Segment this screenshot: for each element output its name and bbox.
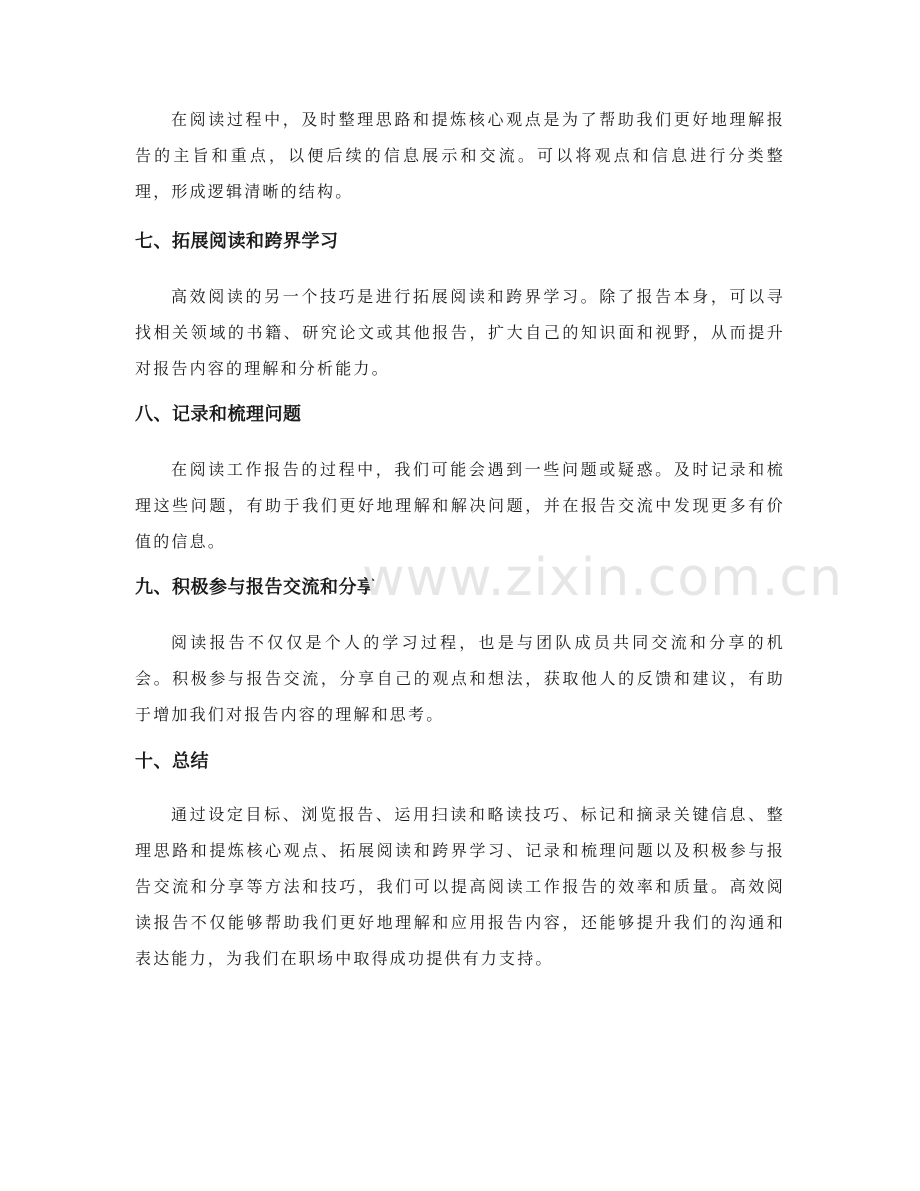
section-heading-8: 八、记录和梳理问题	[135, 404, 302, 425]
section-heading-9: 九、积极参与报告交流和分享	[135, 577, 376, 598]
section-paragraph-8: 在阅读工作报告的过程中，我们可能会遇到一些问题或疑惑。及时记录和梳理这些问题，有助于我们更好地理解和解决问题，并在报告交流中发现更多有价值的信息。	[135, 460, 785, 551]
section-heading-10: 十、总结	[135, 751, 209, 772]
intro-paragraph: 在阅读过程中，及时整理思路和提炼核心观点是为了帮助我们更好地理解报告的主旨和重点，以便后续的信息展示和交流。可以将观点和信息进行分类整理，形成逻辑清晰的结构。	[135, 110, 785, 201]
section-paragraph-10: 通过设定目标、浏览报告、运用扫读和略读技巧、标记和摘录关键信息、整理思路和提炼核心观点、拓展阅读和跨界学习、记录和梳理问题以及积极参与报告交流和分享等方法和技巧，我们可以提高阅读工作报告的效率和质量。高效阅读报告不仅能够帮助我们更好地理解和应用报告内容，还能够提升我们的沟通和表达能力，为我们在职场中取得成功提供有力支持。	[135, 805, 785, 968]
section-heading-7: 七、拓展阅读和跨界学习	[135, 231, 339, 252]
section-paragraph-9: 阅读报告不仅仅是个人的学习过程，也是与团队成员共同交流和分享的机会。积极参与报告交流，分享自己的观点和想法，获取他人的反馈和建议，有助于增加我们对报告内容的理解和思考。	[135, 633, 785, 724]
watermark: www.zixin.com.cn	[362, 548, 843, 608]
section-paragraph-7: 高效阅读的另一个技巧是进行拓展阅读和跨界学习。除了报告本身，可以寻找相关领域的书籍、研究论文或其他报告，扩大自己的知识面和视野，从而提升对报告内容的理解和分析能力。	[135, 287, 785, 378]
